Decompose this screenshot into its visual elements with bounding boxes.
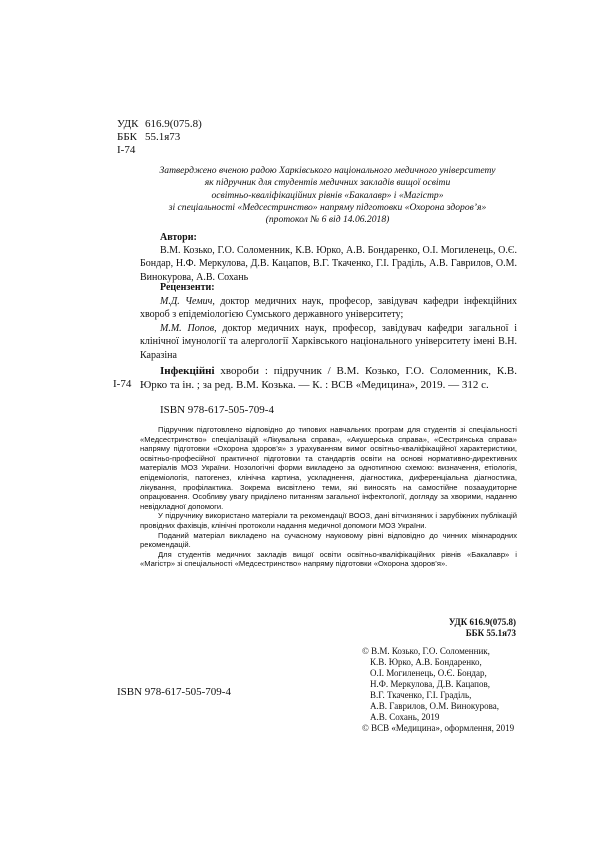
approval-statement: Затверджено вченою радою Харківського національного медичного університету як підручник для студентів медичних закладів вищої освіти освітньо-кваліфікаційних рівнів «Бакалавр» і «Магістр» зі спеціальності «Медсестринство» напряму підготовки «Охорона здоров’я» (протокол № 6 від 14.06.2018): [159, 165, 496, 226]
annotation: [140, 425, 517, 569]
annotation-paragraph: У підручнику використано матеріали та рекомендації ВООЗ, дані вітчизняних і зарубіжних публікацій провідних фахівців, клінічні протоколи надання медичної допомоги МОЗ України.: [140, 511, 517, 530]
bbk-row: ББК 55.1я73: [117, 131, 181, 143]
catalog-author-sign: І-74: [113, 378, 132, 390]
copyright-block: © В.М. Козько, Г.О. Соломенник, К.В. Юрко, А.В. Бондаренко, О.І. Могиленець, О.Є. Бондар, Н.Ф. Меркулова, Д.В. Кацапов, В.Г. Ткаченко, Г.І. Граділь, А.В. Гаврилов, О.М. Винокурова, А.В. Сохань, 2019 © ВСВ «Медицина», оформлення, 2019: [362, 646, 515, 733]
annotation-paragraph: Підручник підготовлено відповідно до типових навчальних програм для студентів зі спеціальності «Медсестринство» спеціалізацій «Лікувальна справа», «Акушерська справа», «Сестринська справа» напряму підготовки «Охорона здоров’я» з урахуванням вимог освітньо-кваліфікаційної характеристики, освітньо-професійної практичної підготовки та стандартів освіти на основі нормативно-директивних матеріалів МОЗ України. Нозологічні форми викладено за однотипною схемою: визначення, етіологія, епідеміологія, патогенез, клінічна картина, ускладнення, діагностика, диференціальна діагностика, лікування, профілактика. Зокрема висвітлено теми, які виносять на самостійне позааудиторне опрацювання. Особливу увагу приділено питанням загальної інфектології, догляду за хворими, наданню невідкладної допомоги.: [140, 425, 517, 511]
udk-row: УДК 616.9(075.8): [117, 118, 202, 130]
classification-codes: [117, 118, 202, 157]
reviewers-heading: Рецензенти:: [160, 282, 215, 293]
authors-heading: Автори:: [160, 232, 197, 243]
classification-codes-bottom: УДК 616.9(075.8) ББК 55.1я73: [448, 617, 516, 638]
catalog-isbn: ISBN 978-617-505-709-4: [160, 404, 274, 416]
catalog-record: Інфекційні хвороби : підручник / В.М. Козько, Г.О. Соломенник, К.В. Юрко та ін. ; за ред. В.М. Козька. — К. : ВСВ «Медицина», 2019. — 312 с.: [140, 365, 517, 391]
reviewer-entry: М.М. Попов, доктор медичних наук, професор, завідувач кафедри загальної і клінічної імунології та алергології Харківського національного університету імені В.Н. Каразіна: [140, 323, 517, 361]
annotation-paragraph: Поданий матеріал викладено на сучасному науковому рівні відповідно до чинних міжнародних рекомендацій.: [140, 530, 517, 550]
reviewer-entry: М.Д. Чемич, доктор медичних наук, професор, завідувач кафедри інфекційних хвороб з епідеміологією Сумського державного університету;: [140, 296, 517, 321]
authors-list: В.М. Козько, Г.О. Соломенник, К.В. Юрко, А.В. Бондаренко, О.І. Могиленець, О.Є. Бондар, Н.Ф. Меркулова, Д.В. Кацапов, В.Г. Ткаченко, Г.І. Граділь, А.В. Гаврилов, О.М. Винокурова, А.В. Сохань: [140, 245, 517, 283]
annotation-paragraph: Для студентів медичних закладів вищої освіти освітньо-кваліфікаційних рівнів «Бакалавр» і «Магістр» зі спеціальності «Медсестринство» напряму підготовки «Охорона здоров’я».: [140, 549, 517, 569]
author-sign-row: І-74: [117, 144, 136, 156]
isbn: ISBN 978-617-505-709-4: [117, 686, 231, 698]
